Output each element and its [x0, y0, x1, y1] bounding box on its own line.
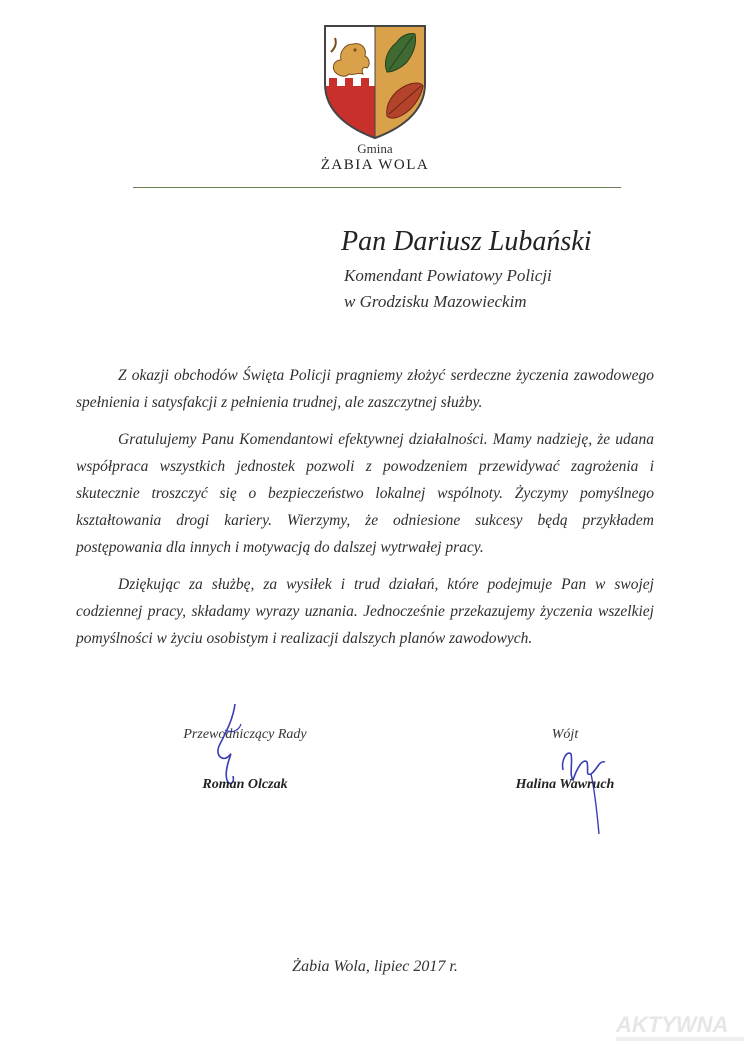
mayor-title: Wójt [551, 727, 579, 742]
mayor-name: Halina Wawruch [515, 777, 615, 792]
gmina-label: Gmina [357, 141, 393, 156]
place-and-date: Żabia Wola, lipiec 2017 r. [292, 958, 458, 975]
svg-text:AKTYWNA: AKTYWNA [616, 1012, 729, 1037]
recipient-location: w Grodzisku Mazowieckim [344, 292, 527, 311]
body-paragraph: Dziękując za służbę, za wysiłek i trud działań, które podejmuje Pan w swojej codziennej pracy, składamy wyrazy uznania. Jednocześnie przekazujemy życzenia wszelkiej pomyślności w życiu osobistym i realizacji dalszych planów zawodowych. [76, 576, 654, 647]
gmina-crest-icon [321, 22, 429, 140]
chairman-name: Roman Olczak [202, 777, 288, 792]
recipient-title: Komendant Powiatowy Policji [344, 266, 552, 285]
recipient-name: Pan Dariusz Lubański [341, 226, 592, 257]
body-paragraph: Gratulujemy Panu Komendantowi efektywnej działalności. Mamy nadzieję, że udana współpraca wszystkich jednostek pozwoli z powodzeniem przewidywać zagrożenia i skutecznie troszczyć się o bezpieczeństwo lokalnej wspólnoty. Życzymy pomyślnego kształtowania drogi kariery. Wierzymy, że odniesione sukcesy będą przykładem postępowania dla innych i motywacją do dalszej wytrwałej pracy. [76, 431, 654, 556]
header-divider [133, 187, 621, 188]
watermark-logo-icon [612, 1008, 750, 1046]
body-paragraph: Z okazji obchodów Święta Policji pragniemy złożyć serdeczne życzenia zawodowego spełnienia i satysfakcji z pełnienia trudnej, ale zaszczytnej służby. [76, 367, 654, 411]
gmina-name: ŻABIA WOLA [320, 157, 430, 173]
chairman-title: Przewodniczący Rady [183, 727, 307, 742]
letter-body [76, 362, 654, 662]
